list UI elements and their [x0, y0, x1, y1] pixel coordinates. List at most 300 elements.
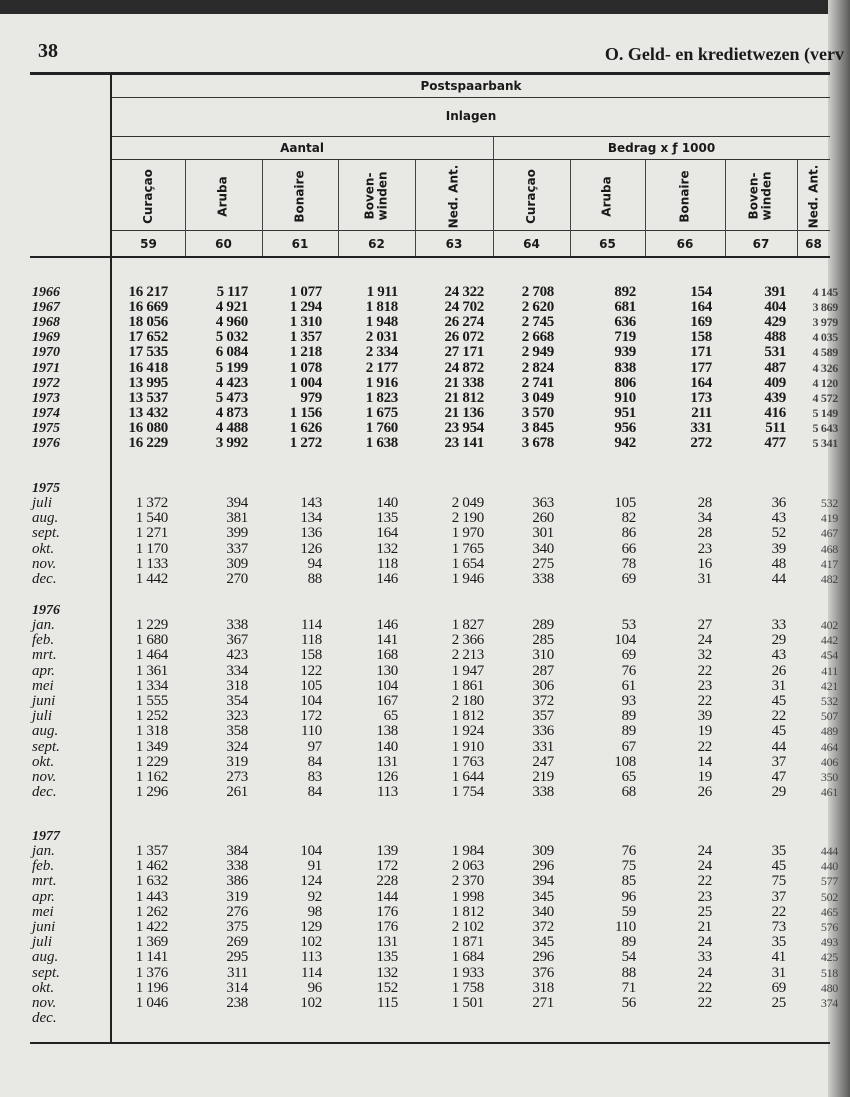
table-cell: 285 — [532, 632, 554, 649]
table-cell: 2 063 — [451, 858, 484, 875]
column-header — [262, 162, 338, 230]
column-header — [645, 162, 725, 230]
table-cell: 96 — [307, 979, 322, 996]
table-cell: 461 — [820, 785, 838, 800]
table-cell: 66 — [621, 540, 636, 557]
table-cell: 98 — [307, 903, 322, 920]
table-cell: 296 — [532, 858, 554, 875]
table-cell: 1 229 — [135, 617, 168, 633]
table-cell: 16 418 — [128, 359, 168, 376]
table-cell: 88 — [307, 571, 322, 587]
table-cell: 482 — [820, 572, 838, 586]
table-cell: 719 — [614, 329, 636, 346]
table-cell: 114 — [300, 617, 322, 633]
table-cell: 1 947 — [451, 662, 484, 679]
divider — [112, 97, 830, 98]
table-cell: 464 — [820, 739, 838, 754]
table-cell: 31 — [771, 677, 786, 694]
table-cell: 1 170 — [135, 540, 168, 557]
table-cell: 238 — [226, 995, 248, 1011]
table-cell: 31 — [697, 571, 712, 587]
table-cell: 489 — [820, 724, 838, 739]
table-cell: 386 — [226, 873, 248, 890]
table-cell: 480 — [820, 980, 838, 995]
column-number: 62 — [368, 237, 385, 251]
table-cell: 67 — [621, 738, 636, 755]
table-cell: 1 970 — [451, 525, 484, 542]
table-cell: 176 — [376, 919, 398, 935]
table-cell: 132 — [376, 964, 398, 981]
table-cell: 126 — [300, 540, 322, 557]
table-cell: 25 — [697, 903, 712, 920]
table-cell: 19 — [697, 723, 712, 740]
table-cell: 1 861 — [451, 677, 484, 694]
table-cell: 75 — [771, 873, 786, 890]
table-cell: 261 — [226, 784, 248, 801]
table-cell: 910 — [614, 389, 636, 406]
table-cell: 1 948 — [365, 314, 398, 331]
table-cell: 158 — [690, 329, 712, 346]
table-cell: 124 — [300, 873, 322, 890]
row-label: 1975 — [32, 420, 60, 436]
column-header — [570, 162, 645, 230]
table-cell: 2 102 — [451, 919, 484, 935]
table-cell: 16 080 — [128, 419, 168, 436]
group-amount-label: Bedrag x ƒ 1000 — [607, 141, 716, 155]
table-cell: 309 — [532, 843, 554, 859]
row-label: okt. — [32, 979, 55, 996]
table-cell: 89 — [621, 708, 636, 725]
table-cell: 1 644 — [451, 769, 484, 785]
table-cell: 454 — [820, 648, 838, 663]
table-cell: 334 — [226, 662, 248, 679]
table-cell: 311 — [226, 964, 248, 981]
table-cell: 2 370 — [451, 873, 484, 890]
table-cell: 439 — [764, 389, 786, 406]
table-cell: 468 — [820, 541, 838, 556]
table-cell: 1 318 — [135, 723, 168, 740]
table-cell: 45 — [771, 723, 786, 740]
table-cell: 138 — [376, 723, 398, 740]
table-cell: 172 — [300, 708, 322, 725]
table-cell: 24 — [697, 964, 712, 981]
table-cell: 340 — [532, 903, 554, 920]
table-cell: 247 — [532, 753, 554, 770]
table-cell: 391 — [764, 284, 786, 300]
table-cell: 94 — [307, 555, 322, 572]
table-cell: 340 — [532, 540, 554, 557]
table-cell: 2 620 — [521, 299, 554, 316]
top-rule — [30, 72, 830, 75]
table-cell: 892 — [614, 284, 636, 300]
table-cell: 417 — [820, 556, 838, 571]
table-cell: 394 — [226, 495, 248, 511]
column-name: Curaçao — [523, 168, 538, 224]
table-cell: 2 049 — [451, 495, 484, 511]
column-header — [338, 162, 415, 230]
column-number: 61 — [291, 237, 309, 251]
group-count-label: Aantal — [280, 141, 324, 155]
table-cell: 289 — [532, 617, 554, 633]
table-cell: 419 — [820, 511, 838, 526]
table-cell: 75 — [621, 858, 636, 875]
column-header — [725, 162, 797, 230]
table-cell: 1 271 — [135, 525, 168, 542]
table-cell: 168 — [376, 647, 398, 664]
table-cell: 1 422 — [135, 919, 168, 935]
table-cell: 319 — [226, 753, 248, 770]
table-cell: 14 — [697, 753, 712, 770]
table-cell: 76 — [621, 662, 636, 679]
table-cell: 130 — [376, 662, 398, 679]
table-cell: 110 — [300, 723, 322, 740]
column-number: 64 — [523, 237, 540, 251]
table-cell: 1 078 — [289, 359, 322, 376]
row-label: jan. — [32, 617, 55, 633]
row-label: juli — [32, 934, 53, 951]
table-cell: 97 — [307, 738, 322, 755]
table-cell: 69 — [621, 647, 636, 664]
table-cell: 154 — [690, 284, 712, 300]
table-cell: 301 — [532, 525, 554, 542]
table-cell: 24 322 — [444, 284, 484, 300]
row-label: 1976 — [32, 603, 60, 618]
table-cell: 136 — [300, 525, 322, 542]
table-cell: 89 — [621, 934, 636, 951]
row-label: sept. — [32, 525, 60, 542]
table-cell: 104 — [300, 843, 322, 859]
table-cell: 228 — [376, 873, 398, 890]
table-cell: 1 310 — [289, 314, 322, 331]
table-cell: 295 — [226, 949, 248, 966]
table-cell: 56 — [621, 995, 636, 1011]
table-cell: 1 046 — [135, 995, 168, 1011]
table-cell: 2 031 — [365, 329, 398, 346]
table-cell: 1 680 — [135, 632, 168, 649]
row-label: 1970 — [32, 345, 60, 361]
table-cell: 69 — [771, 979, 786, 996]
column-name: Aruba — [600, 175, 614, 217]
table-cell: 73 — [771, 919, 786, 935]
row-label: 1976 — [32, 436, 60, 451]
table-cell: 21 338 — [444, 374, 484, 391]
table-cell: 36 — [771, 495, 786, 511]
table-cell: 1 933 — [451, 964, 484, 981]
table-cell: 19 — [697, 769, 712, 785]
table-cell: 1 871 — [451, 934, 484, 951]
table-cell: 5 117 — [216, 284, 248, 300]
table-cell: 306 — [532, 677, 554, 694]
table-cell: 141 — [376, 632, 398, 649]
table-cell: 167 — [376, 693, 398, 709]
table-cell: 1 540 — [135, 510, 168, 527]
table-cell: 319 — [226, 888, 248, 905]
scan-top-border — [0, 0, 850, 14]
table-cell: 275 — [532, 555, 554, 572]
row-label: juli — [32, 495, 53, 511]
row-label: juni — [32, 919, 56, 935]
table-cell: 1 946 — [451, 571, 484, 587]
table-cell: 411 — [821, 663, 838, 678]
table-cell: 37 — [771, 753, 786, 770]
table-cell: 3 845 — [521, 419, 554, 436]
row-label: apr. — [32, 888, 55, 905]
table-cell: 1 252 — [135, 708, 168, 725]
row-label: sept. — [32, 738, 60, 755]
table-cell: 5 032 — [215, 329, 248, 346]
table-cell: 61 — [621, 677, 636, 694]
table-cell: 493 — [820, 935, 838, 950]
table-cell: 269 — [226, 934, 248, 951]
table-cell: 4 326 — [812, 360, 838, 375]
table-cell: 31 — [771, 964, 786, 981]
table-cell: 1 141 — [135, 949, 168, 966]
table-cell: 3 979 — [812, 315, 838, 330]
table-cell: 1 296 — [135, 784, 168, 801]
table-cell: 102 — [300, 995, 322, 1011]
table-cell: 318 — [226, 677, 248, 694]
table-cell: 272 — [690, 435, 712, 451]
table-cell: 367 — [226, 632, 248, 649]
table-cell: 140 — [376, 738, 398, 755]
table-cell: 2 334 — [365, 344, 398, 361]
table-cell: 89 — [621, 723, 636, 740]
table-cell: 1 911 — [366, 284, 398, 300]
column-name: Boven- winden — [362, 171, 390, 221]
table-cell: 24 — [697, 934, 712, 951]
table-cell: 16 229 — [128, 435, 168, 451]
divider — [112, 136, 830, 137]
row-label: 1975 — [32, 481, 60, 496]
table-cell: 68 — [621, 784, 636, 801]
table-cell: 33 — [771, 617, 786, 633]
table-cell: 43 — [771, 510, 786, 527]
table-cell: 2 366 — [451, 632, 484, 649]
table-cell: 54 — [621, 949, 636, 966]
table-cell: 399 — [226, 525, 248, 542]
row-label: aug. — [32, 723, 59, 740]
table-cell: 84 — [307, 784, 322, 801]
table-cell: 1 077 — [289, 284, 322, 300]
table-cell: 92 — [307, 888, 322, 905]
table-cell: 1 638 — [365, 435, 398, 451]
table-cell: 5 341 — [812, 436, 838, 450]
table-cell: 532 — [820, 496, 838, 510]
row-label: dec. — [32, 1010, 57, 1027]
table-cell: 23 — [697, 888, 712, 905]
table-cell: 44 — [771, 738, 786, 755]
table-cell: 71 — [621, 979, 636, 996]
row-label: 1967 — [32, 300, 60, 316]
row-label: aug. — [32, 510, 59, 527]
column-name: Ned. Ant. — [446, 164, 461, 228]
table-cell: 1 823 — [365, 389, 398, 406]
table-cell: 82 — [621, 510, 636, 527]
table-cell: 376 — [532, 964, 554, 981]
column-header — [112, 162, 185, 230]
table-cell: 2 741 — [521, 374, 554, 391]
column-number: 66 — [676, 237, 694, 251]
table-cell: 1 654 — [451, 555, 484, 572]
table-cell: 26 274 — [444, 314, 484, 331]
table-cell: 273 — [226, 769, 248, 785]
table-cell: 1 763 — [451, 753, 484, 770]
table-subtitle: Inlagen — [445, 109, 497, 123]
column-name: Bonaire — [292, 169, 307, 223]
table-cell: 146 — [376, 571, 398, 587]
table-cell: 114 — [300, 964, 322, 981]
table-cell: 135 — [376, 510, 398, 527]
table-cell: 6 084 — [215, 344, 248, 361]
column-number: 60 — [215, 237, 232, 251]
table-cell: 34 — [697, 510, 712, 527]
table-cell: 104 — [300, 693, 322, 709]
table-cell: 338 — [532, 784, 554, 801]
table-cell: 110 — [614, 919, 636, 935]
table-cell: 488 — [764, 329, 786, 346]
table-cell: 1 369 — [135, 934, 168, 951]
table-cell: 21 136 — [444, 404, 484, 421]
table-cell: 3 049 — [521, 389, 554, 406]
table-cell: 1 218 — [289, 344, 322, 361]
table-cell: 409 — [764, 374, 786, 391]
table-cell: 806 — [614, 374, 636, 391]
table-cell: 507 — [820, 709, 838, 724]
table-cell: 336 — [532, 723, 554, 740]
table-cell: 41 — [771, 949, 786, 966]
table-cell: 26 — [697, 784, 712, 801]
table-cell: 260 — [532, 510, 554, 527]
row-label: okt. — [32, 753, 55, 770]
table-cell: 372 — [532, 919, 554, 935]
table-cell: 4 120 — [812, 375, 838, 390]
table-cell: 1 272 — [289, 435, 322, 451]
column-number: 65 — [599, 237, 616, 251]
table-cell: 838 — [614, 359, 636, 376]
column-header — [493, 162, 570, 230]
page-number: 38 — [38, 40, 58, 62]
table-cell: 310 — [532, 647, 554, 664]
column-name: Aruba — [216, 175, 230, 217]
table-cell: 13 995 — [128, 374, 168, 391]
row-label: feb. — [32, 632, 55, 649]
column-header — [797, 162, 830, 230]
table-cell: 164 — [690, 374, 712, 391]
row-label: dec. — [32, 571, 57, 587]
table-cell: 177 — [690, 359, 712, 376]
table-cell: 345 — [532, 934, 554, 951]
table-cell: 314 — [226, 979, 248, 996]
table-cell: 1 924 — [451, 723, 484, 740]
table-cell: 5 199 — [215, 359, 248, 376]
table-cell: 23 141 — [444, 435, 484, 451]
table-cell: 1 349 — [135, 738, 168, 755]
table-cell: 1 133 — [135, 555, 168, 572]
table-cell: 350 — [820, 770, 838, 784]
table-cell: 3 678 — [521, 435, 554, 451]
row-label: feb. — [32, 858, 55, 875]
table-cell: 129 — [300, 919, 322, 935]
table-cell: 404 — [764, 299, 786, 316]
table-cell: 338 — [226, 617, 248, 633]
column-number: 59 — [140, 237, 157, 251]
table-cell: 84 — [307, 753, 322, 770]
table-cell: 146 — [376, 617, 398, 633]
table-cell: 85 — [621, 873, 636, 890]
table-cell: 1 626 — [289, 419, 322, 436]
table-cell: 43 — [771, 647, 786, 664]
table-cell: 105 — [300, 677, 322, 694]
table-cell: 511 — [765, 419, 786, 436]
table-cell: 172 — [376, 858, 398, 875]
table-cell: 69 — [621, 571, 636, 587]
table-cell: 487 — [764, 359, 786, 376]
divider — [112, 159, 830, 160]
table-cell: 144 — [376, 888, 398, 905]
table-cell: 337 — [226, 540, 248, 557]
row-label: 1973 — [32, 390, 60, 406]
table-cell: 1 675 — [365, 404, 398, 421]
table-cell: 23 954 — [444, 419, 484, 436]
table-cell: 323 — [226, 708, 248, 725]
table-cell: 1 361 — [135, 662, 168, 679]
table-cell: 951 — [614, 404, 636, 421]
table-cell: 518 — [820, 965, 838, 980]
table-cell: 576 — [820, 920, 838, 934]
table-cell: 1 376 — [135, 964, 168, 981]
table-cell: 24 — [697, 843, 712, 859]
table-cell: 23 — [697, 540, 712, 557]
column-number: 68 — [805, 237, 822, 251]
table-cell: 2 949 — [521, 344, 554, 361]
table-cell: 4 589 — [812, 345, 838, 360]
table-cell: 16 — [697, 555, 712, 572]
table-cell: 86 — [621, 525, 636, 542]
row-label: 1974 — [32, 405, 60, 421]
table-cell: 2 213 — [451, 647, 484, 664]
table-cell: 52 — [771, 525, 786, 542]
table-cell: 532 — [820, 694, 838, 708]
table-cell: 1 162 — [135, 769, 168, 785]
table-cell: 21 812 — [444, 389, 484, 406]
table-cell: 363 — [532, 495, 554, 511]
table-cell: 939 — [614, 344, 636, 361]
row-label: mei — [32, 903, 54, 920]
row-label: sept. — [32, 964, 60, 981]
row-label: juni — [32, 693, 56, 709]
table-cell: 1 758 — [451, 979, 484, 996]
row-label: dec. — [32, 784, 57, 801]
table-cell: 1 357 — [135, 843, 168, 859]
table-cell: 219 — [532, 769, 554, 785]
table-cell: 381 — [226, 510, 248, 527]
table-cell: 113 — [300, 949, 322, 966]
table-cell: 3 869 — [812, 300, 838, 315]
table-cell: 27 171 — [444, 344, 484, 361]
table-cell: 4 035 — [812, 330, 838, 345]
table-cell: 4 145 — [812, 285, 838, 299]
table-cell: 354 — [226, 693, 248, 709]
table-cell: 134 — [300, 510, 322, 527]
table-cell: 1 984 — [451, 843, 484, 859]
table-cell: 65 — [383, 708, 398, 725]
table-cell: 28 — [697, 495, 712, 511]
table-cell: 158 — [300, 647, 322, 664]
table-title: Postspaarbank — [420, 79, 522, 93]
column-header — [185, 162, 262, 230]
table-cell: 25 — [771, 995, 786, 1011]
column-name: Ned. Ant. — [806, 164, 821, 228]
